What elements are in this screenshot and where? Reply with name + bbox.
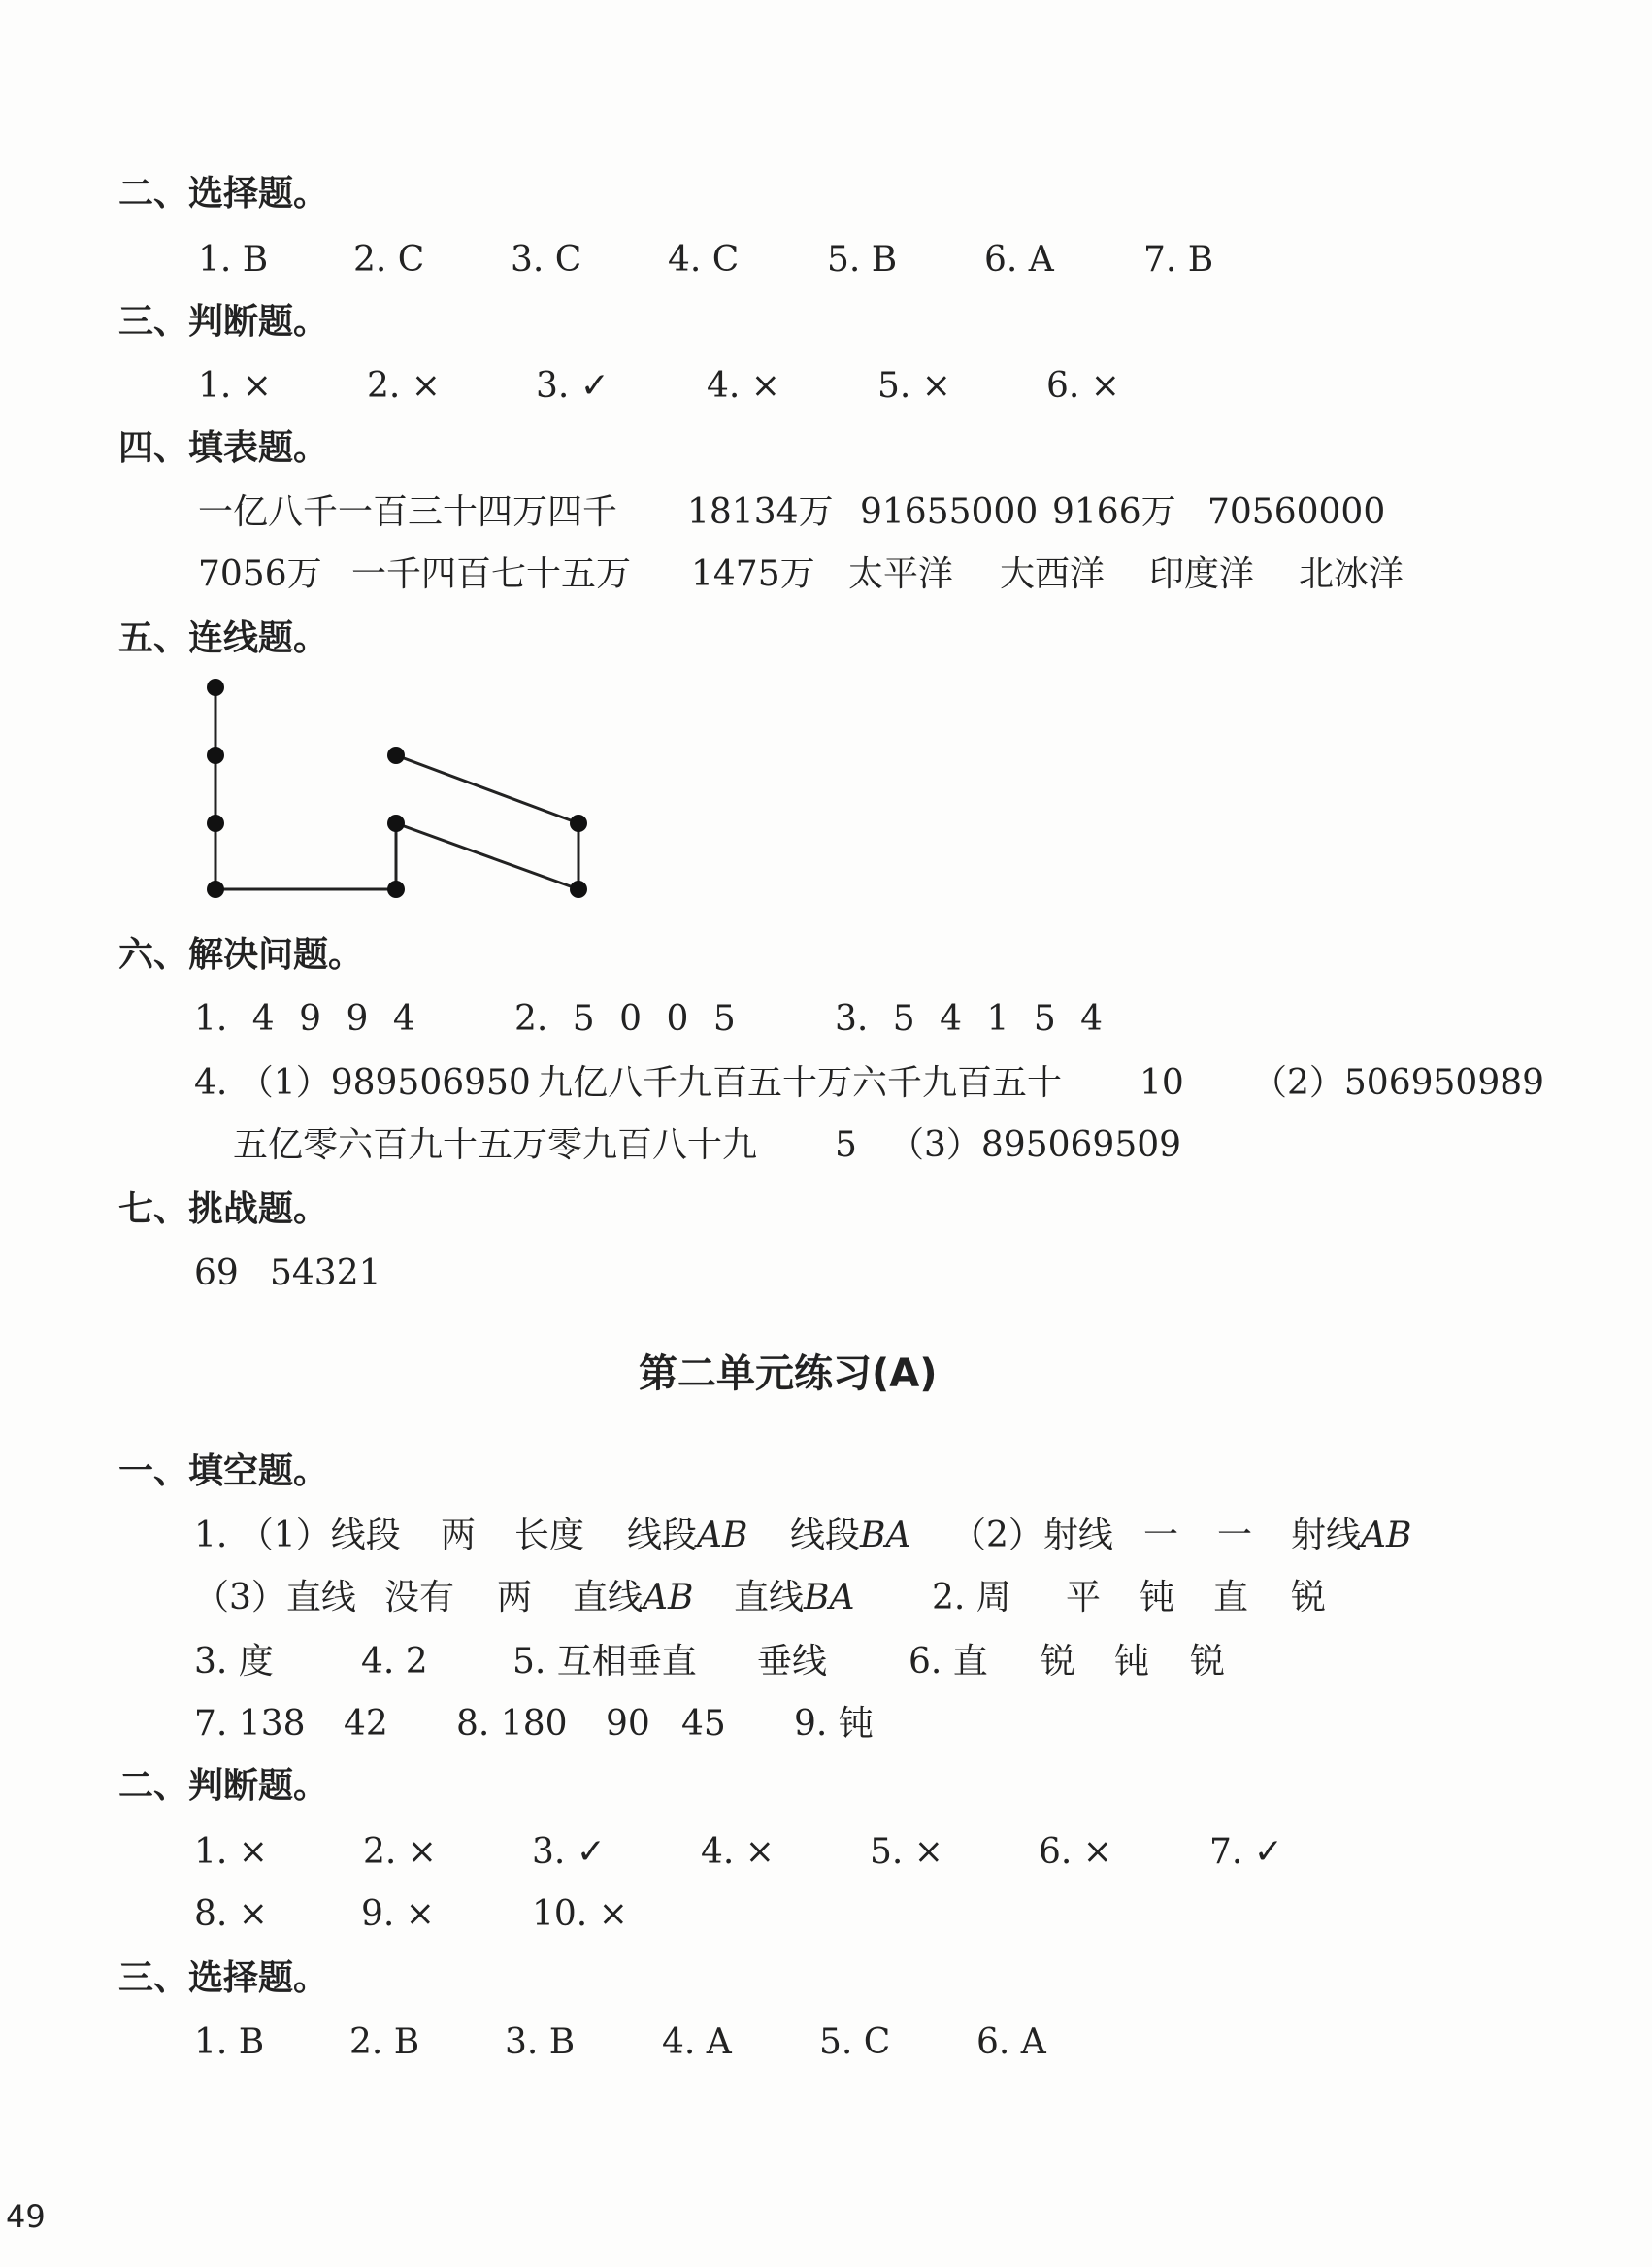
answer: 70560000 [1207, 492, 1386, 532]
answer: 7056万 [198, 554, 322, 594]
answer-text: 线段 [790, 1516, 861, 1555]
answer: 5. 互相垂直 [512, 1642, 697, 1682]
answer: 8. × [194, 1894, 268, 1934]
answer: 3. 度 [194, 1642, 274, 1682]
answer: 锐 [1190, 1642, 1226, 1682]
answer: （2）506950989 [1252, 1063, 1545, 1103]
answer: 钝 [1140, 1578, 1175, 1617]
section-heading-choice: 二、选择题。 [118, 174, 329, 214]
answer: 2. B [349, 2022, 420, 2062]
section-heading-choice-2: 三、选择题。 [118, 1958, 329, 1998]
answer: 大西洋 [1000, 554, 1106, 594]
answer: 一 [1143, 1516, 1179, 1555]
answer: 2. C [353, 240, 425, 280]
answer: 垂线 [757, 1642, 828, 1682]
answer: 5. × [877, 366, 951, 406]
dot [207, 679, 224, 696]
answer: （3）895069509 [889, 1125, 1182, 1165]
answer: 5. × [870, 1832, 943, 1872]
answer: 8. 180 [456, 1704, 568, 1744]
answer: 5 [835, 1125, 857, 1165]
answer-italic: BA [804, 1578, 855, 1617]
answer: 7. 138 [194, 1704, 306, 1744]
answer: 1. × [198, 366, 272, 406]
answer: 2. 5 0 0 5 [514, 999, 736, 1039]
section-heading-fill: 一、填空题。 [118, 1451, 329, 1491]
answer: 6. A [984, 240, 1054, 280]
answer: 2. × [367, 366, 441, 406]
answer: 一 [1217, 1516, 1253, 1555]
section-heading-judge: 三、判断题。 [118, 302, 329, 342]
answer: 长度 [514, 1516, 585, 1555]
answer: 平 [1066, 1578, 1102, 1617]
answer: 6. × [1046, 366, 1120, 406]
answer-italic: BA [860, 1516, 911, 1555]
answer: 2. 周 [932, 1578, 1011, 1617]
answer [734, 1577, 854, 1619]
answer-text: 直线 [734, 1578, 805, 1617]
answer: 4. C [668, 240, 740, 280]
answer: 两 [441, 1516, 477, 1555]
answer: 1. × [194, 1832, 268, 1872]
dot [207, 815, 224, 832]
answer: 3. ✓ [532, 1832, 606, 1872]
lower-slant-line [396, 823, 578, 889]
section-heading-judge-2: 二、判断题。 [118, 1766, 329, 1806]
answer: 6. × [1039, 1832, 1112, 1872]
answer: 1. 4 9 9 4 [194, 999, 415, 1039]
answer: 一千四百七十五万 [351, 554, 632, 594]
answer: 1. B [198, 240, 269, 280]
answer: 1. （1）线段 [194, 1516, 401, 1555]
answer: 3. C [511, 240, 582, 280]
answer: 42 [344, 1704, 388, 1744]
dot [387, 815, 405, 832]
answer: 10. × [532, 1894, 628, 1934]
answer-italic: AB [643, 1578, 694, 1617]
answer: 9166万 [1052, 492, 1176, 532]
answer [1291, 1515, 1411, 1557]
dot [207, 881, 224, 898]
answer: 6. A [976, 2022, 1046, 2062]
answer: 9. 钝 [794, 1704, 874, 1744]
answer-italic: AB [1361, 1516, 1412, 1555]
answer: 69 [194, 1253, 239, 1293]
section-heading-solve: 六、解决问题。 [118, 935, 364, 975]
answer: 1. B [194, 2022, 265, 2062]
answer: 7. ✓ [1209, 1832, 1283, 1872]
answer: 10 [1140, 1063, 1184, 1103]
answer [790, 1515, 910, 1557]
answer: 4. （1）989506950 [194, 1063, 531, 1103]
answer: 4. × [707, 366, 780, 406]
answer: 九亿八千九百五十万六千九百五十 [538, 1063, 1063, 1103]
dot [570, 815, 587, 832]
answer: 9. × [361, 1894, 435, 1934]
answer: 太平洋 [848, 554, 954, 594]
answer: 钝 [1114, 1642, 1150, 1682]
dot [570, 881, 587, 898]
page-number: 49 [6, 2198, 46, 2235]
answer: 直 [1213, 1578, 1249, 1617]
answer: 两 [497, 1578, 533, 1617]
answer: 91655000 [860, 492, 1039, 532]
answer: 1475万 [691, 554, 815, 594]
answer: 45 [681, 1704, 726, 1744]
answer: 北冰洋 [1299, 554, 1404, 594]
answer-text: 直线 [573, 1578, 644, 1617]
upper-slant-line [396, 755, 578, 823]
answer: 3. B [505, 2022, 576, 2062]
answer: 7. B [1143, 240, 1214, 280]
answer [627, 1515, 747, 1557]
answer: 一亿八千一百三十四万四千 [198, 492, 618, 532]
answer: 6. 直 [909, 1642, 988, 1682]
section-heading-table: 四、填表题。 [118, 428, 329, 468]
answer: 4. 2 [361, 1642, 428, 1682]
dot [387, 747, 405, 764]
answer [573, 1577, 693, 1619]
answer: （2）射线 [951, 1516, 1113, 1555]
answer: 3. ✓ [536, 366, 610, 406]
dot [387, 881, 405, 898]
answer: 锐 [1291, 1578, 1327, 1617]
section-heading-challenge: 七、挑战题。 [118, 1189, 329, 1229]
answer: 90 [606, 1704, 650, 1744]
answer-italic: AB [697, 1516, 748, 1555]
answer: 没有 [384, 1578, 455, 1617]
answer: （3）直线 [194, 1578, 356, 1617]
answer: 5. B [827, 240, 898, 280]
answer-text: 线段 [627, 1516, 698, 1555]
answer: 2. × [363, 1832, 437, 1872]
answer: 18134万 [687, 492, 834, 532]
answer: 五亿零六百九十五万零九百八十九 [233, 1125, 758, 1165]
answer: 4. A [662, 2022, 732, 2062]
section-heading-connect: 五、连线题。 [118, 618, 329, 658]
answer-text: 射线 [1291, 1516, 1362, 1555]
answer: 4. × [701, 1832, 775, 1872]
unit-title: 第二单元练习(A) [639, 1351, 938, 1396]
answer: 印度洋 [1149, 554, 1255, 594]
answer: 3. 5 4 1 5 4 [835, 999, 1104, 1039]
answer: 锐 [1041, 1642, 1076, 1682]
answer: 5. C [819, 2022, 891, 2062]
answer: 54321 [270, 1253, 381, 1293]
dot [207, 747, 224, 764]
